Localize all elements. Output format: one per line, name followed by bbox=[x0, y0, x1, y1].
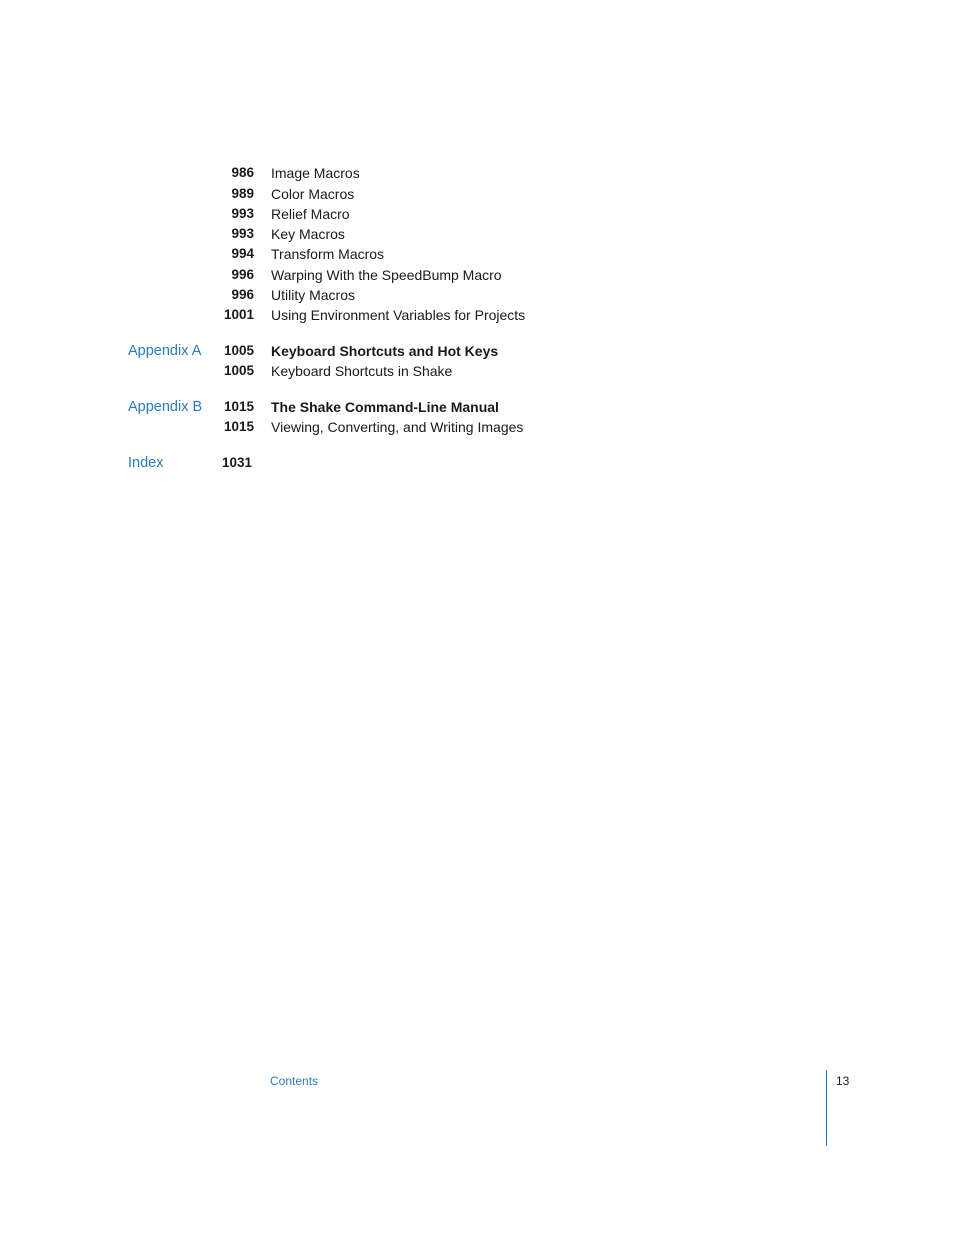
footer-page-number: 13 bbox=[836, 1074, 850, 1088]
toc-page-number: 1015 bbox=[223, 399, 254, 414]
toc-appendix-a-heading[interactable] bbox=[0, 341, 954, 361]
toc-page-number: 1031 bbox=[221, 455, 252, 470]
toc-page-number: 993 bbox=[231, 226, 254, 241]
toc-entry[interactable] bbox=[0, 417, 954, 437]
toc-entry[interactable] bbox=[0, 265, 954, 285]
toc-entry-title[interactable]: Keyboard Shortcuts in Shake bbox=[271, 363, 453, 379]
toc-entry-title[interactable]: Utility Macros bbox=[271, 287, 356, 303]
toc-page-number: 986 bbox=[231, 165, 254, 180]
toc-page-number: 996 bbox=[231, 267, 254, 282]
toc-appendix-b-heading[interactable] bbox=[0, 397, 954, 417]
toc-index-heading[interactable] bbox=[0, 453, 954, 473]
toc-page-number: 1015 bbox=[223, 419, 254, 434]
toc-entry-title[interactable]: Viewing, Converting, and Writing Images bbox=[271, 419, 524, 435]
index-label[interactable]: Index bbox=[128, 455, 164, 471]
toc-entry[interactable] bbox=[0, 244, 954, 264]
toc-entry[interactable] bbox=[0, 224, 954, 244]
toc-entry-title[interactable]: Image Macros bbox=[271, 165, 360, 181]
toc-entry-title[interactable]: Using Environment Variables for Projects bbox=[271, 307, 526, 323]
toc-entry[interactable] bbox=[0, 204, 954, 224]
appendix-b-label[interactable]: Appendix B bbox=[128, 399, 203, 415]
toc-page-number: 1001 bbox=[223, 307, 254, 322]
toc-entry[interactable] bbox=[0, 184, 954, 204]
appendix-a-title[interactable]: Keyboard Shortcuts and Hot Keys bbox=[271, 343, 499, 359]
appendix-b-title[interactable]: The Shake Command-Line Manual bbox=[271, 399, 499, 415]
toc-page-number: 1005 bbox=[223, 343, 254, 358]
footer-divider bbox=[826, 1070, 827, 1146]
toc-entry-title[interactable]: Transform Macros bbox=[271, 246, 385, 262]
toc-page-number: 994 bbox=[231, 246, 254, 261]
toc-entry[interactable] bbox=[0, 305, 954, 325]
toc-page-number: 993 bbox=[231, 206, 254, 221]
footer-section-label: Contents bbox=[270, 1074, 319, 1088]
toc-entry-title[interactable]: Key Macros bbox=[271, 226, 345, 242]
toc-page-number: 1005 bbox=[223, 363, 254, 378]
toc-page-number: 989 bbox=[231, 186, 254, 201]
appendix-a-label[interactable]: Appendix A bbox=[128, 343, 202, 359]
toc-entry-title[interactable]: Warping With the SpeedBump Macro bbox=[271, 267, 502, 283]
toc-entry-title[interactable]: Relief Macro bbox=[271, 206, 350, 222]
toc-entry[interactable] bbox=[0, 285, 954, 305]
toc-page-number: 996 bbox=[231, 287, 254, 302]
toc-entry[interactable] bbox=[0, 163, 954, 183]
toc-entry-title[interactable]: Color Macros bbox=[271, 186, 355, 202]
toc-entry[interactable] bbox=[0, 361, 954, 381]
